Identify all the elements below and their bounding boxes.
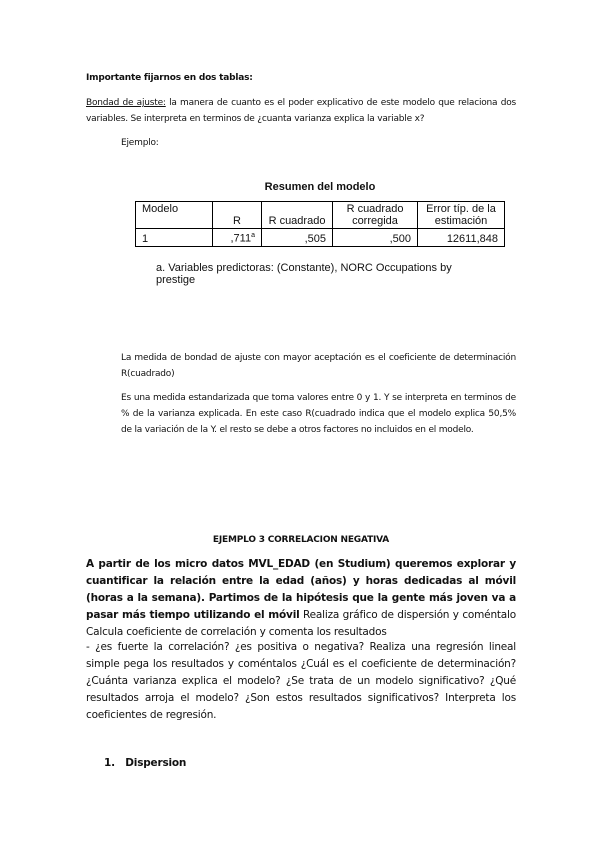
- cell-error-tipico: 12611,848: [418, 229, 505, 247]
- cell-r-value: ,711: [230, 232, 252, 245]
- table-row: [136, 229, 505, 247]
- cell-r-cuadrado: ,505: [262, 229, 333, 247]
- bondad-text: la manera de cuanto es el poder explicativo de este modelo que relaciona dos variables. Se interpreta en terminos de ¿cuanta varianza explica la variable x?: [86, 98, 517, 124]
- cell-modelo: 1: [136, 229, 213, 247]
- header-error-tipico: Error típ. de la estimación: [418, 202, 505, 229]
- cell-r-cuadrado-corregida: ,500: [333, 229, 418, 247]
- paragraph-r-cuadrado: Es una medida estandarizada que toma valores entre 0 y 1. Y se interpreta en terminos de % de la varianza explicada. En este caso R(cuadrado indica que el modelo explica 50,5% de la variación de la Y. el resto se debe a otros factores no incluidos en el modelo.: [121, 393, 516, 435]
- bondad-label: Bondad de ajuste:: [86, 98, 166, 108]
- bondad-paragraph: [86, 95, 516, 127]
- list-item-label: Dispersion: [125, 757, 187, 769]
- header-r-cuadrado: R cuadrado: [262, 202, 333, 229]
- cell-r-superscript: a: [251, 232, 255, 239]
- ejemplo-label: Ejemplo:: [121, 138, 159, 148]
- section-title: EJEMPLO 3 CORRELACION NEGATIVA: [212, 535, 390, 545]
- intro-paragraph: [86, 556, 516, 641]
- header-modelo: Modelo: [136, 202, 213, 229]
- paragraph-bondad-medida: La medida de bondad de ajuste con mayor aceptación es el coeficiente de determinación R(cuadrado): [121, 353, 516, 379]
- intro-bold: A partir de los micro datos MVL_EDAD (en Studium) queremos explorar y cuantificar la relación entre la edad (años) y horas dedicadas al móvil (horas a la semana). Partimos de la hipótesis que la gente más joven va a pasar más tiempo utilizando el móvil: [86, 558, 516, 621]
- header-r-cuadrado-corregida: R cuadrado corregida: [333, 202, 418, 229]
- list-number: 1.: [104, 757, 115, 769]
- list-item: [104, 755, 186, 772]
- intro-rest: Realiza gráfico de dispersión y coméntalo Calcula coeficiente de correlación y comenta los resultados: [86, 609, 516, 638]
- table-header-row: [136, 202, 505, 229]
- table-title: Resumen del modelo: [264, 181, 376, 193]
- heading: Importante fijarnos en dos tablas:: [86, 73, 253, 83]
- table-footnote: a. Variables predictoras: (Constante), NORC Occupations by prestige: [156, 262, 452, 286]
- cell-r: [213, 229, 262, 247]
- questions-paragraph: - ¿es fuerte la correlación? ¿es positiva o negativa? Realiza una regresión lineal simple pega los resultados y coméntalos ¿Cuál es el coeficiente de determinación? ¿Cuánta varianza explica el modelo? ¿Se trata de un modelo significativo? ¿Qué resultados arroja el modelo? ¿Son estos resultados significativos? Interpreta los coeficientes de regresión.: [86, 641, 516, 721]
- header-r: R: [213, 202, 262, 229]
- model-summary-table: [135, 201, 505, 247]
